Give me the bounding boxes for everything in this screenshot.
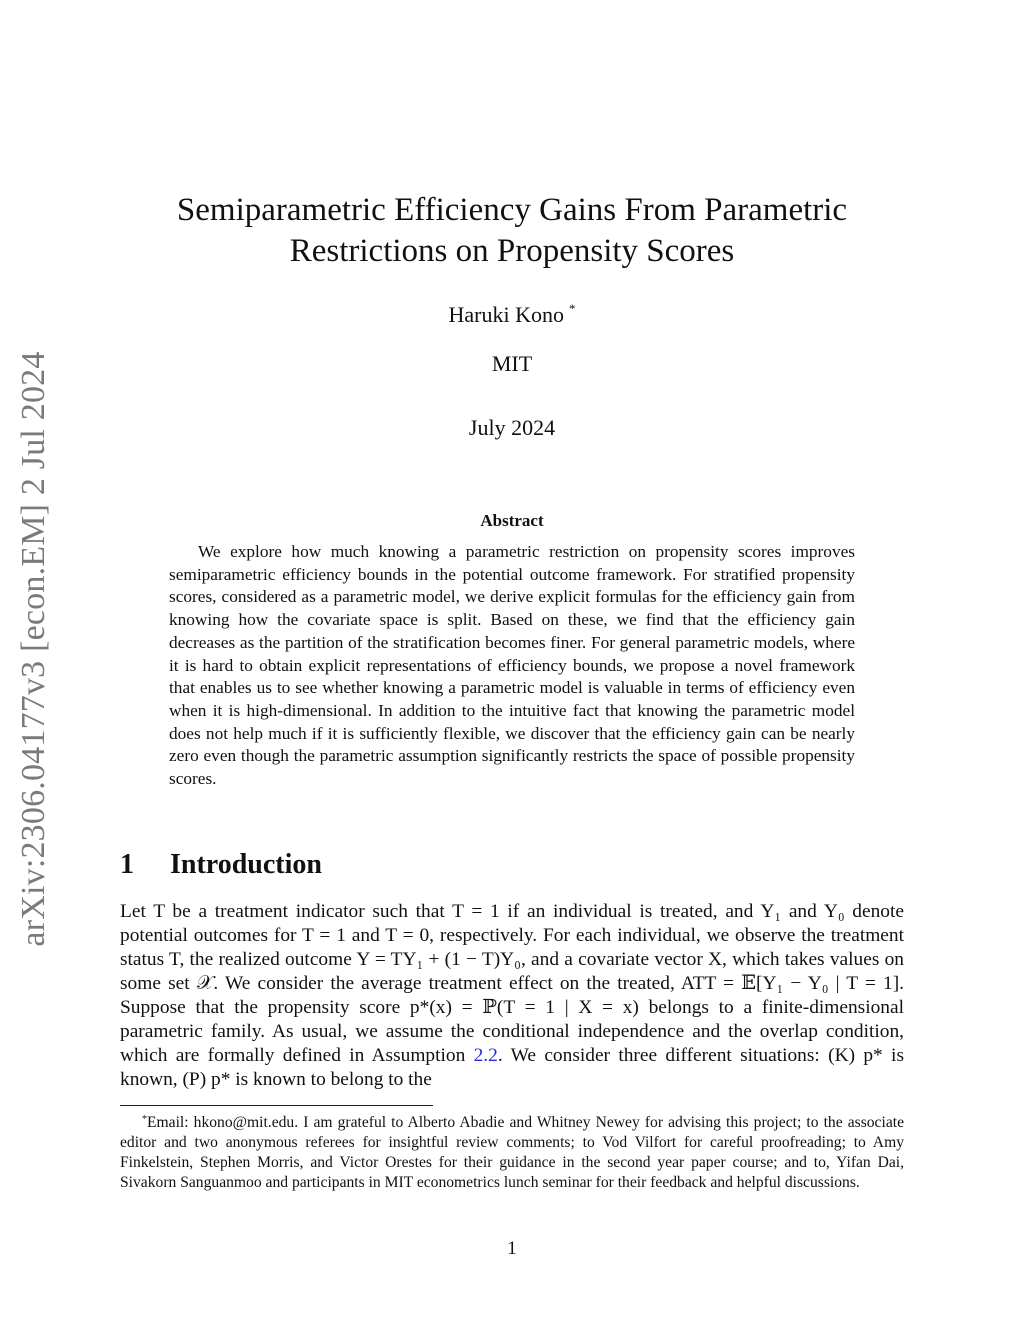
abstract-text: We explore how much knowing a parametric restriction on propensity scores improves semiparametric efficiency bounds in the potential outcome framework. For stratified propensity scores, considered as a parametric model, we derive explicit formulas for the efficiency gain from knowing how the covariate space is split. Based on these, we find that the efficiency gain decreases as the partition of the stratification becomes finer. For general parametric models, where it is hard to obtain explicit representations of efficiency bounds, we propose a novel framework that enables us to see whether knowing a parametric model is valuable in terms of efficiency even when it is high-dimensional. In addition to the intuitive fact that knowing the parametric model does not help much if it is sufficiently flexible, we discover that the efficiency gain can be nearly zero even though the parametric assumption significantly restricts the space of possible propensity scores. [169, 542, 855, 789]
page-number: 1 [507, 1238, 517, 1259]
section-number: 1 [120, 849, 134, 880]
footnote-text: Email: hkono@mit.edu. I am grateful to Alberto Abadie and Whitney Newey for advising this project; to the associate editor and two anonymous referees for insightful review comments; to Vod Vilfort for careful proofreading; to Amy Finkelstein, Stephen Morris, and Victor Orestes for their guidance in the second year paper course; and to, Yifan Dai, Sivakorn Sanguanmoo and participants in MIT econometrics lunch seminar for their feedback and helpful discussions. [120, 1114, 904, 1191]
author-line [120, 301, 904, 328]
assumption-link[interactable]: 2.2 [473, 1045, 498, 1066]
arxiv-stamp: arXiv:2306.04177v3 [econ.EM] 2 Jul 2024 [15, 351, 52, 947]
footnote [120, 1110, 904, 1193]
footnote-mark: * [142, 1114, 147, 1125]
footnote-divider [120, 1105, 433, 1106]
introduction-paragraph [120, 900, 904, 1092]
paper-date: July 2024 [468, 415, 556, 440]
affiliation: MIT [491, 351, 533, 376]
author-name: Haruki Kono [448, 302, 564, 327]
author-footnote-mark[interactable]: * [568, 301, 576, 316]
abstract-heading: Abstract [480, 511, 544, 530]
intro-text-part-1: Let T be a treatment indicator such that T = 1 if an individual is treated, and Y₁ and Y₀ denote potential outcomes for T = 1 and T = 0, respectively. For each individual, we observe the treatment status T, the realized outcome Y = TY₁ + (1 − T)Y₀, and a covariate vector X, which takes values on some set 𝒳. We consider the average treatment effect on the treated, ATT = 𝔼[Y₁ − Y₀ | T = 1]. Suppose that the propensity score p*(x) = ℙ(T = 1 | X = x) belongs to a finite-dimensional parametric family. As usual, we assume the conditional independence and the overlap condition, which are formally defined in Assumption [120, 901, 904, 1066]
section-heading [120, 849, 322, 881]
intro-text-part-2: . We consider three different situations: (K) p* is known, (P) p* is known to belong to the [120, 1045, 904, 1090]
section-title: Introduction [170, 849, 322, 880]
paper-title: Semiparametric Efficiency Gains From Parametric Restrictions on Propensity Scores [176, 192, 848, 269]
